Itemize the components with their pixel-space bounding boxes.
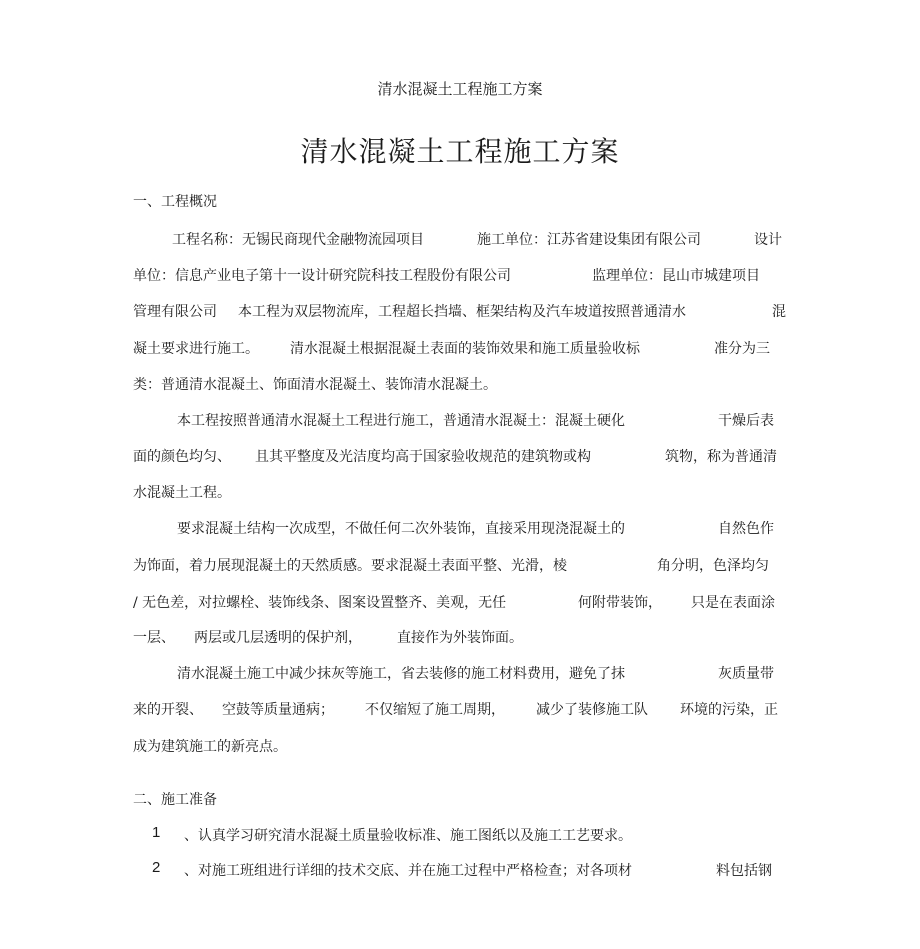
p1-l1-a: 工程名称：无锡民商现代金融物流园项目 bbox=[172, 232, 424, 248]
p1-l3-b: 本工程为双层物流库，工程超长挡墙、框架结构及汽车坡道按照普通清水 bbox=[238, 304, 686, 320]
p4-l2-d: 减少了装修施工队 bbox=[536, 702, 648, 718]
p2-l2-c: 筑物，称为普通清 bbox=[665, 449, 777, 465]
p3-l3-a: / 无色差，对拉螺栓、装饰线条、图案设置整齐、美观，无任 bbox=[133, 595, 507, 611]
p4-l2-b: 空鼓等质量通病； bbox=[222, 702, 334, 718]
p2-l1-b: 干燥后表 bbox=[718, 413, 774, 429]
p1-l4-b: 清水混凝土根据混凝土表面的装饰效果和施工质量验收标 bbox=[290, 341, 640, 357]
p1-l3-a: 管理有限公司 bbox=[133, 304, 217, 320]
section-heading-1: 一、工程概况 bbox=[133, 194, 217, 210]
p4-l3-a: 成为建筑施工的新亮点。 bbox=[133, 739, 287, 755]
p1-l3-c: 混 bbox=[772, 304, 786, 320]
p3-l2-b: 角分明，色泽均匀 bbox=[657, 558, 769, 574]
p4-l2-c: 不仅缩短了施工周期， bbox=[365, 702, 505, 718]
list-item-2-tail: 料包括钢 bbox=[716, 863, 772, 879]
page-title: 清水混凝土工程施工方案 bbox=[300, 135, 620, 168]
p2-l3-a: 水混凝土工程。 bbox=[133, 485, 231, 501]
p1-l1-c: 设计 bbox=[754, 232, 782, 248]
p1-l5-a: 类：普通清水混凝土、饰面清水混凝土、装饰清水混凝土。 bbox=[133, 377, 497, 393]
p3-l2-a: 为饰面，着力展现混凝土的天然质感。要求混凝土表面平整、光滑，棱 bbox=[133, 558, 567, 574]
p2-l1-a: 本工程按照普通清水混凝土工程进行施工，普通清水混凝土：混凝土硬化 bbox=[177, 413, 625, 429]
list-item-2-number: 2 bbox=[152, 859, 161, 876]
running-header: 清水混凝土工程施工方案 bbox=[377, 80, 543, 98]
p2-l2-b: 且其平整度及光洁度均高于国家验收规范的建筑物或构 bbox=[255, 449, 591, 465]
p1-l4-c: 准分为三 bbox=[714, 341, 770, 357]
p4-l2-a: 来的开裂、 bbox=[133, 702, 203, 718]
list-item-2-text: 、对施工班组进行详细的技术交底、并在施工过程中严格检查；对各项材 bbox=[184, 863, 632, 879]
p3-l1-a: 要求混凝土结构一次成型，不做任何二次外装饰，直接采用现浇混凝土的 bbox=[177, 521, 625, 537]
p1-l1-b: 施工单位：江苏省建设集团有限公司 bbox=[477, 232, 701, 248]
p1-l2-a: 单位：信息产业电子第十一设计研究院科技工程股份有限公司 bbox=[133, 268, 511, 284]
p3-l4-c: 直接作为外装饰面。 bbox=[397, 630, 523, 646]
p3-l1-b: 自然色作 bbox=[718, 521, 774, 537]
p3-l3-c: 只是在表面涂 bbox=[691, 595, 775, 611]
p2-l2-a: 面的颜色均匀、 bbox=[133, 449, 231, 465]
p3-l3-b: 何附带装饰， bbox=[578, 595, 662, 611]
p1-l2-b: 监理单位：昆山市城建项目 bbox=[592, 268, 760, 284]
p4-l1-b: 灰质量带 bbox=[718, 666, 774, 682]
p3-l4-b: 两层或几层透明的保护剂， bbox=[194, 630, 362, 646]
list-item-1-number: 1 bbox=[152, 824, 161, 841]
list-item-1-text: 、认真学习研究清水混凝土质量验收标准、施工图纸以及施工工艺要求。 bbox=[184, 828, 632, 844]
p4-l2-e: 环境的污染，正 bbox=[680, 702, 778, 718]
p4-l1-a: 清水混凝土施工中减少抹灰等施工，省去装修的施工材料费用，避免了抹 bbox=[177, 666, 625, 682]
p1-l4-a: 凝土要求进行施工。 bbox=[133, 341, 259, 357]
section-heading-2: 二、施工准备 bbox=[133, 792, 217, 808]
p3-l4-a: 一层、 bbox=[133, 630, 175, 646]
